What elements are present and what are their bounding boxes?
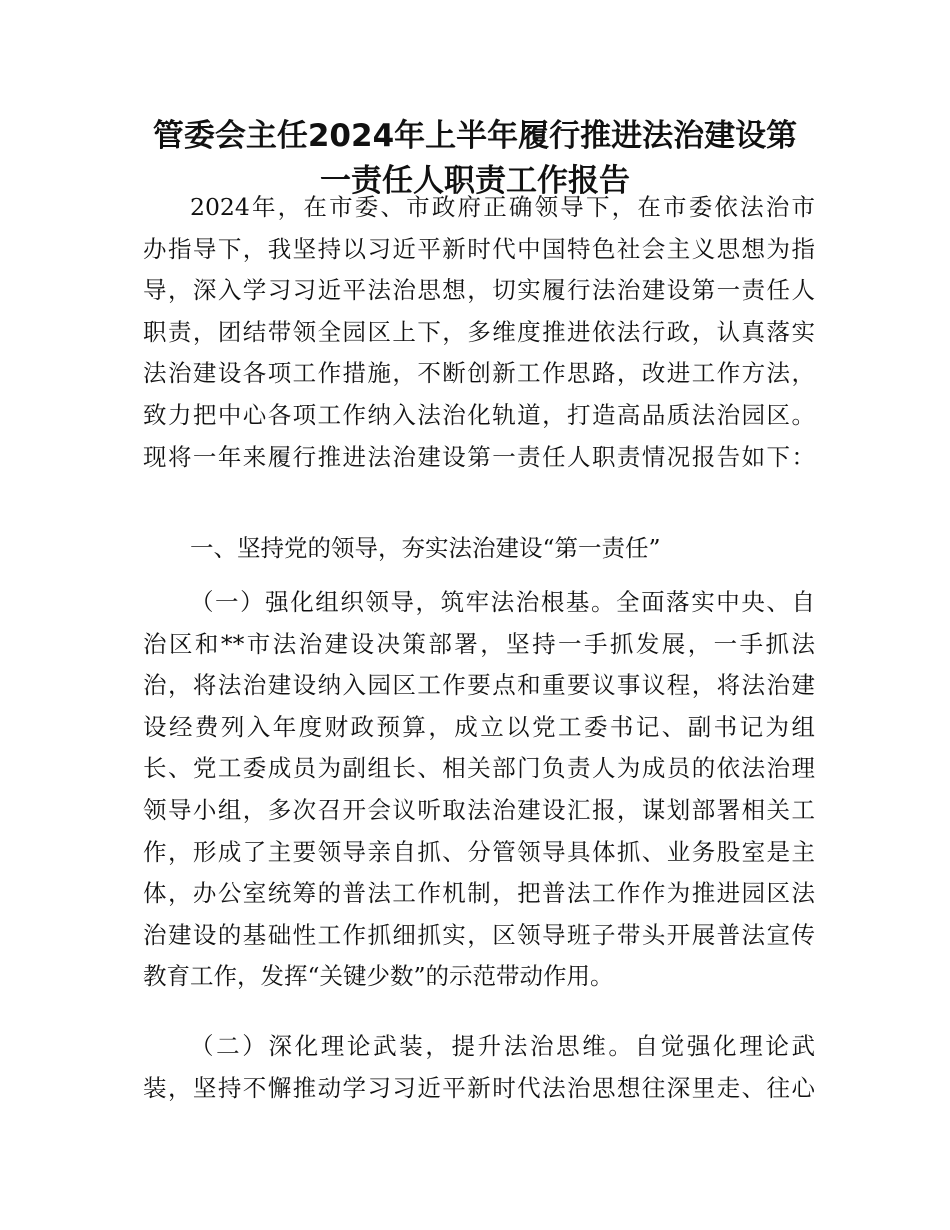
paragraph-line: 教育工作，发挥“关键少数”的示范带动作用。 (143, 962, 614, 991)
document-title-line-1: 管委会主任2024年上半年履行推进法治建设第 (152, 118, 798, 154)
section-heading-text: 一、坚持党的领导，夯实法治建设“第一责任” (190, 534, 661, 562)
paragraph-line: 设经费列入年度财政预算，成立以党工委书记、副书记为组 (143, 712, 815, 741)
subsection-one-paragraph (143, 582, 815, 998)
subsection-two-paragraph (143, 1026, 815, 1109)
paragraph-line: （二）深化理论武装，提升法治思维。自觉强化理论武 (190, 1032, 815, 1060)
paragraph-line: 治建设的基础性工作抓细抓实，区领导班子带头开展普法宣传 (143, 920, 815, 949)
paragraph-line: 办指导下，我坚持以习近平新时代中国特色社会主义思想为指 (143, 234, 815, 263)
paragraph-line: 2024年，在市委、市政府正确领导下，在市委依法治市 (190, 193, 815, 221)
paragraph-line: 作，形成了主要领导亲自抓、分管领导具体抓、业务股室是主 (143, 837, 815, 866)
paragraph-line: 现将一年来履行推进法治建设第一责任人职责情况报告如下： (143, 442, 815, 471)
paragraph-line: 治区和**市法治建设决策部署，坚持一手抓发展，一手抓法 (143, 629, 815, 658)
paragraph-line: 职责，团结带领全园区上下，多维度推进依法行政，认真落实 (143, 317, 815, 346)
paragraph-line: 长、党工委成员为副组长、相关部门负责人为成员的依法治理 (143, 754, 815, 783)
document-title-line-2: 一责任人职责工作报告 (320, 163, 630, 199)
intro-paragraph (143, 187, 815, 478)
paragraph-line: 治，将法治建设纳入园区工作要点和重要议事议程，将法治建 (143, 671, 815, 700)
paragraph-line: （一）强化组织领导，筑牢法治根基。全面落实中央、自 (190, 588, 815, 616)
paragraph-line: 装，坚持不懈推动学习习近平新时代法治思想往深里走、往心 (143, 1073, 815, 1102)
paragraph-line: 导，深入学习习近平法治思想，切实履行法治建设第一责任人 (143, 276, 815, 305)
paragraph-line: 体，办公室统筹的普法工作机制，把普法工作作为推进园区法 (143, 879, 815, 908)
paragraph-line: 领导小组，多次召开会议听取法治建设汇报，谋划部署相关工 (143, 795, 815, 824)
paragraph-line: 法治建设各项工作措施，不断创新工作思路，改进工作方法， (143, 359, 815, 388)
section-heading (143, 528, 815, 570)
paragraph-line: 致力把中心各项工作纳入法治化轨道，打造高品质法治园区。 (143, 400, 815, 429)
